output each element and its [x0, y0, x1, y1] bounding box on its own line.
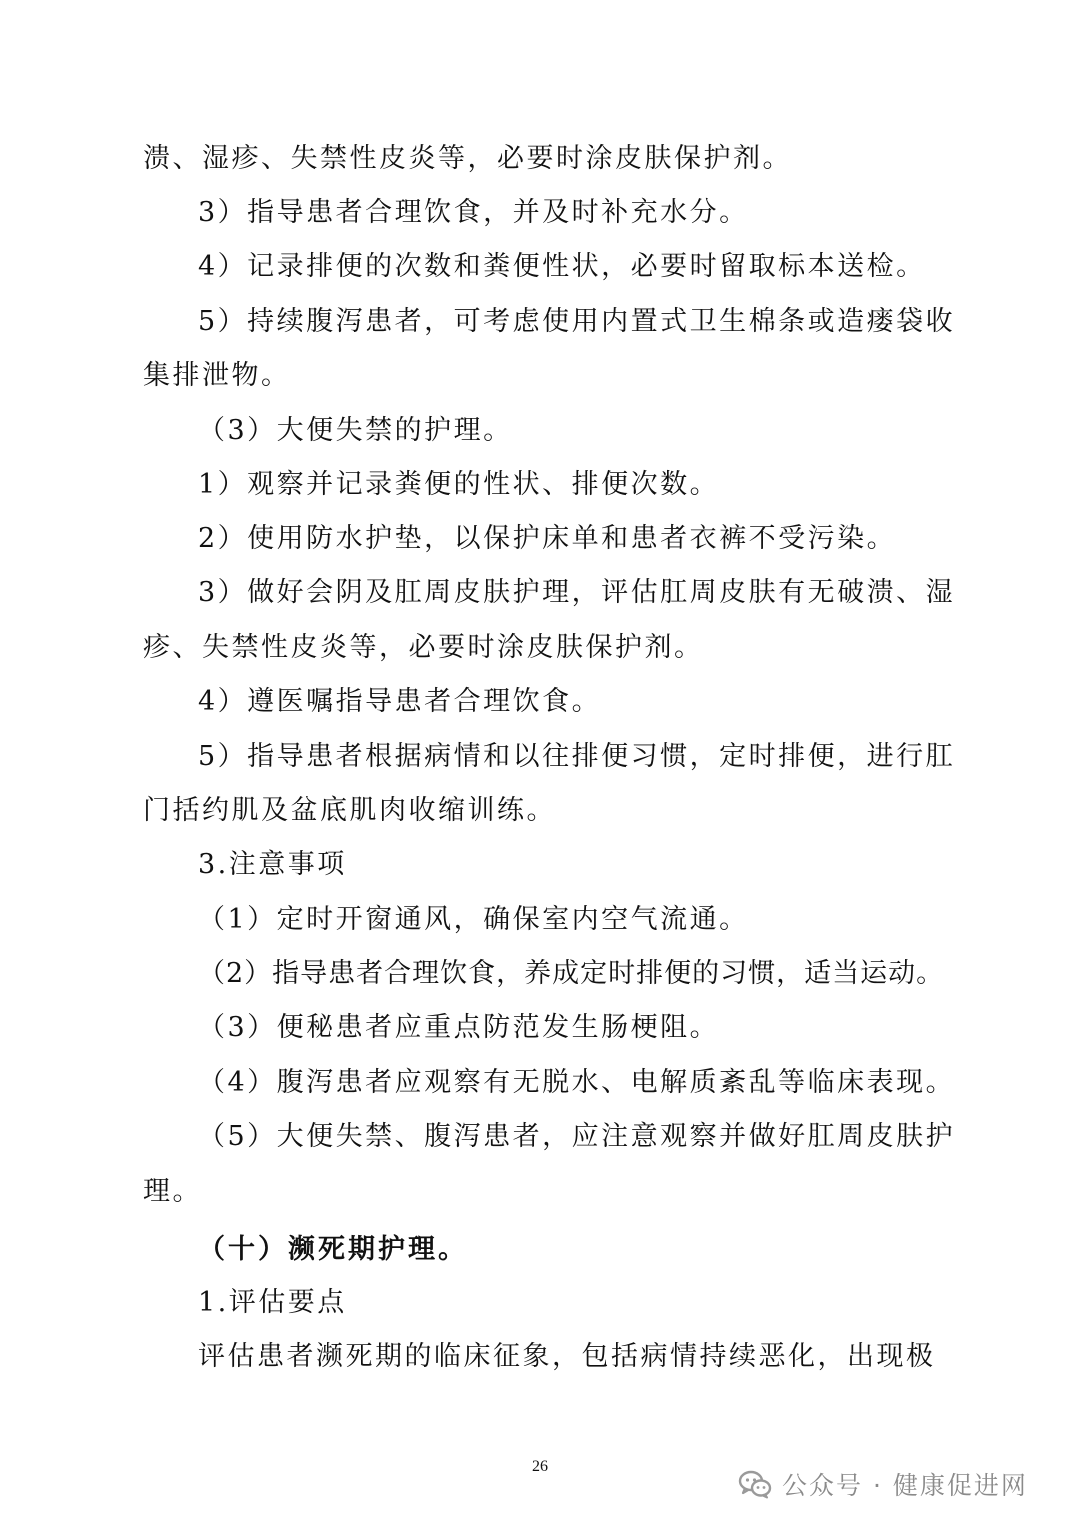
text-line-9: 3）做好会阴及肛周皮肤护理，评估肛周皮肤有无破溃、湿 — [198, 577, 956, 608]
text-line-23: 评估患者濒死期的临床征象，包括病情持续恶化，出现极 — [198, 1341, 936, 1372]
text-line-3: 4）记录排便的次数和粪便性状，必要时留取标本送检。 — [198, 251, 926, 282]
watermark — [738, 1464, 1028, 1504]
text-line-12: 5）指导患者根据病情和以往排便习惯，定时排便，进行肛 — [198, 741, 956, 772]
text-line-15: （1）定时开窗通风，确保室内空气流通。 — [198, 904, 749, 935]
text-line-7: 1）观察并记录粪便的性状、排便次数。 — [198, 469, 720, 500]
wechat-icon — [738, 1469, 772, 1499]
text-line-16: （2）指导患者合理饮食，养成定时排便的习惯，适当运动。 — [198, 958, 945, 989]
text-line-1: 溃、湿疹、失禁性皮炎等，必要时涂皮肤保护剂。 — [143, 143, 792, 174]
text-line-13: 门括约肌及盆底肌肉收缩训练。 — [143, 795, 556, 826]
watermark-text: 公众号 · 健康促进网 — [782, 1471, 1028, 1500]
section-heading-assessment: 1.评估要点 — [198, 1287, 347, 1318]
text-line-8: 2）使用防水护垫，以保护床单和患者衣裤不受污染。 — [198, 523, 897, 554]
text-line-2: 3）指导患者合理饮食，并及时补充水分。 — [198, 197, 749, 228]
section-heading-notes: 3.注意事项 — [198, 849, 347, 880]
text-line-11: 4）遵医嘱指导患者合理饮食。 — [198, 686, 602, 717]
text-line-10: 疹、失禁性皮炎等，必要时涂皮肤保护剂。 — [143, 632, 704, 663]
chapter-heading: （十）濒死期护理。 — [198, 1234, 468, 1265]
text-line-4: 5）持续腹泻患者，可考虑使用内置式卫生棉条或造瘘袋收 — [198, 306, 956, 337]
text-line-5: 集排泄物。 — [143, 360, 291, 391]
page-number: 26 — [532, 1458, 548, 1475]
text-line-6: （3）大便失禁的护理。 — [198, 415, 513, 446]
text-line-18: （4）腹泻患者应观察有无脱水、电解质紊乱等临床表现。 — [198, 1067, 956, 1098]
text-line-17: （3）便秘患者应重点防范发生肠梗阻。 — [198, 1012, 720, 1043]
text-line-20: 理。 — [143, 1176, 202, 1207]
text-line-19: （5）大便失禁、腹泻患者，应注意观察并做好肛周皮肤护 — [198, 1121, 956, 1152]
